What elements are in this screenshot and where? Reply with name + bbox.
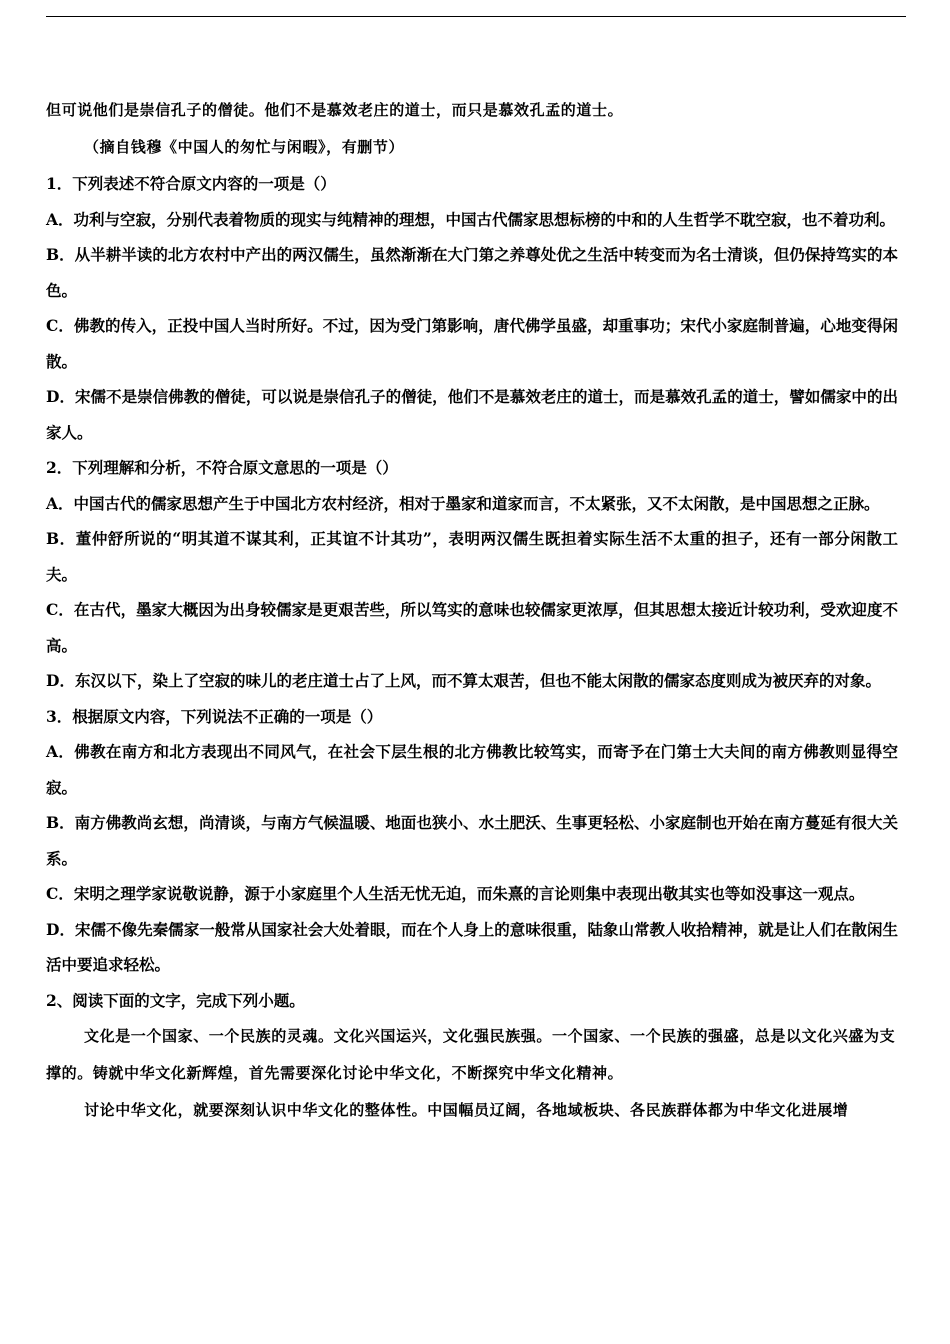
question-stem: 1．下列表述不符合原文内容的一项是（）: [46, 174, 336, 193]
question-option: B．从半耕半读的北方农村中产出的两汉儒生，虽然渐渐在大门第之养尊处优之生活中转变而为名士清谈，但仍保持笃实的本色。: [46, 245, 898, 300]
question-option: A．中国古代的儒家思想产生于中国北方农村经济，相对于墨家和道家而言，不太紧张，又不太闲散，是中国思想之正脉。: [46, 493, 880, 513]
question-option: D．宋儒不像先秦儒家一般常从国家社会大处着眼，而在个人身上的意味很重，陆象山常教人收拾精神，就是让人们在散闲生活中要追求轻松。: [46, 919, 898, 974]
question-option: B．南方佛教尚玄想，尚清谈，与南方气候温暖、地面也狭小、水土肥沃、生事更轻松、小家庭制也开始在南方蔓延有很大关系。: [46, 813, 898, 868]
question-option: B．董仲舒所说的“明其道不谋其利，正其谊不计其功”，表明两汉儒生既担着实际生活不太重的担子，还有一部分闲散工夫。: [46, 529, 898, 584]
question-option: C．佛教的传入，正投中国人当时所好。不过，因为受门第影响，唐代佛学虽盛，却重事功；宋代小家庭制普遍，心地变得闲散。: [46, 316, 898, 371]
intro-line: 但可说他们是崇信孔子的僧徒。他们不是慕效老庄的道士，而只是慕效孔孟的道士。: [46, 101, 624, 119]
source-citation: （摘自钱穆《中国人的匆忙与闲暇》，有删节）: [84, 138, 405, 156]
header-rule: [46, 16, 906, 17]
passage-paragraph: 讨论中华文化，就要深刻认识中华文化的整体性。中国幅员辽阔，各地域板块、各民族群体都为中华文化进展增: [84, 1101, 849, 1119]
document-body: [46, 92, 898, 1129]
question-option: D．宋儒不是崇信佛教的僧徒，可以说是崇信孔子的僧徒，他们不是慕效老庄的道士，而是慕效孔孟的道士，譬如儒家中的出家人。: [46, 387, 898, 442]
question-option: C．宋明之理学家说敬说静，源于小家庭里个人生活无忧无迫，而朱熹的言论则集中表现出敬其实也等如没事这一观点。: [46, 884, 865, 903]
question-option: D．东汉以下，染上了空寂的味儿的老庄道士占了上风，而不算太艰苦，但也不能太闲散的儒家态度则成为被厌弃的对象。: [46, 671, 881, 690]
question-option: A．功利与空寂，分别代表着物质的现实与纯精神的理想，中国古代儒家思想标榜的中和的人生哲学不耽空寂，也不着功利。: [46, 209, 896, 229]
question-stem: 2．下列理解和分析，不符合原文意思的一项是（）: [46, 458, 398, 477]
section-heading: 2、阅读下面的文字，完成下列小题。: [46, 990, 305, 1010]
question-option: C．在古代，墨家大概因为出身较儒家是更艰苦些，所以笃实的意味也较儒家更浓厚，但其思想太接近计较功利，受欢迎度不高。: [46, 600, 898, 655]
passage-paragraph: 文化是一个国家、一个民族的灵魂。文化兴国运兴，文化强民族强。一个国家、一个民族的强盛，总是以文化兴盛为支撑的。铸就中华文化新辉煌，首先需要深化讨论中华文化，不断探究中华文化精神。: [46, 1027, 896, 1082]
question-option: A．佛教在南方和北方表现出不同风气，在社会下层生根的北方佛教比较笃实，而寄予在门第士大夫间的南方佛教则显得空寂。: [46, 742, 898, 797]
question-stem: 3．根据原文内容，下列说法不正确的一项是（）: [46, 706, 383, 726]
